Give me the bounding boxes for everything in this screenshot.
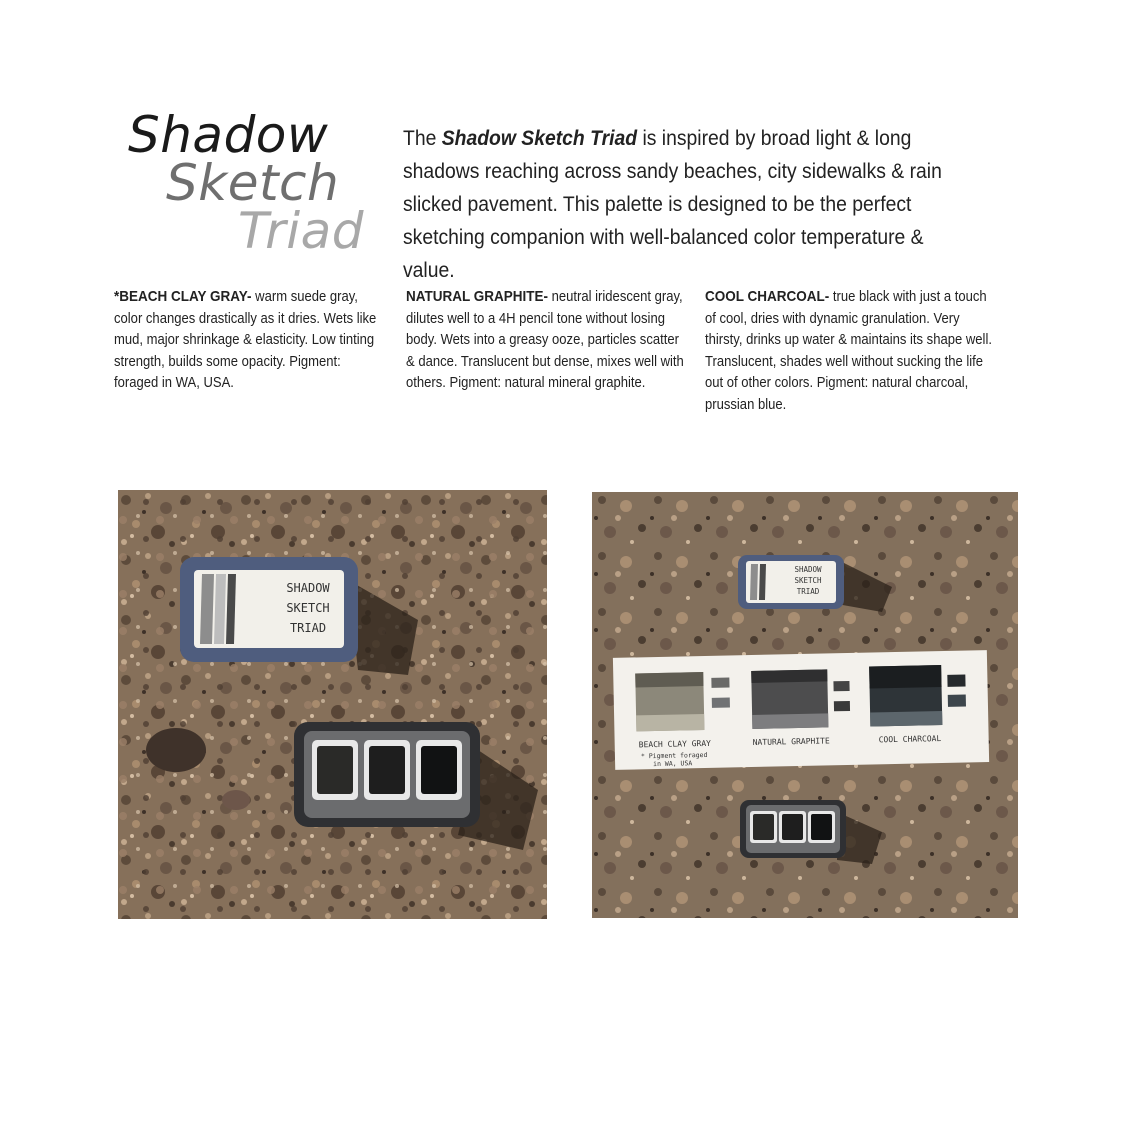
pan-cool-charcoal xyxy=(421,746,457,794)
intro-body: is inspired by broad light & long shadows reaching across sandy beaches, city sidewalks & rain slicked pavement. This palette is designed to be the perfect sketching companion with well-balanced color temperature & value. xyxy=(403,126,942,282)
color-name: *BEACH CLAY GRAY- xyxy=(114,288,252,305)
photo-swatch-card xyxy=(592,492,1018,918)
swatch-label: NATURAL GRAPHITE xyxy=(752,736,830,747)
title-line-sketch: Sketch xyxy=(166,154,340,212)
color-text: true black with just a touch of cool, dries with dynamic granulation. Very thirsty, drinks up water & maintains its shape well. Translucent, shades well without sucking the life out of other colors. Pigment: natural charcoal, prussian blue. xyxy=(705,289,992,413)
lid-label-line: SHADOW xyxy=(286,581,330,595)
color-name: COOL CHARCOAL- xyxy=(705,288,830,305)
lid-label-line: TRIAD xyxy=(796,587,820,596)
color-description-cool-charcoal xyxy=(705,286,998,416)
intro-paragraph xyxy=(403,122,943,287)
product-title xyxy=(120,106,380,266)
pan-natural-graphite xyxy=(369,746,405,794)
swatch-label: BEACH CLAY GRAY xyxy=(638,738,712,750)
color-text: warm suede gray, color changes drastically as it dries. Wets like mud, major shrinkage & elasticity. Low tinting strength, builds some opacity. Pigment: foraged in WA, USA. xyxy=(114,289,377,391)
lid-label-line: SKETCH xyxy=(286,601,330,615)
swatch-note: in WA, USA xyxy=(653,759,693,769)
color-name: NATURAL GRAPHITE- xyxy=(406,288,549,305)
intro-product-name: Shadow Sketch Triad xyxy=(441,126,638,150)
pan-natural-graphite xyxy=(782,814,803,840)
pan-beach-clay-gray xyxy=(753,814,774,840)
photo-tin-and-palette xyxy=(118,490,547,919)
lid-label-line: SHADOW xyxy=(794,565,822,574)
intro-pre: The xyxy=(403,126,442,150)
color-description-beach-clay-gray xyxy=(114,286,384,395)
pan-cool-charcoal xyxy=(811,814,832,840)
title-line-shadow: Shadow xyxy=(128,106,329,164)
lid-label-line: TRIAD xyxy=(289,621,327,635)
lid-label-line: SKETCH xyxy=(794,576,822,585)
swatch-label: COOL CHARCOAL xyxy=(878,734,942,745)
color-description-natural-graphite xyxy=(406,286,685,395)
pan-beach-clay-gray xyxy=(317,746,353,794)
color-text: neutral iridescent gray, dilutes well to a 4H pencil tone without losing body. Wets into a greasy ooze, particles scatter & dance. Translucent but dense, mixes well with others. Pigment: natural mineral graphite. xyxy=(406,289,684,391)
title-line-triad: Triad xyxy=(238,202,364,260)
swatch-note: * Pigment foraged xyxy=(640,750,708,761)
